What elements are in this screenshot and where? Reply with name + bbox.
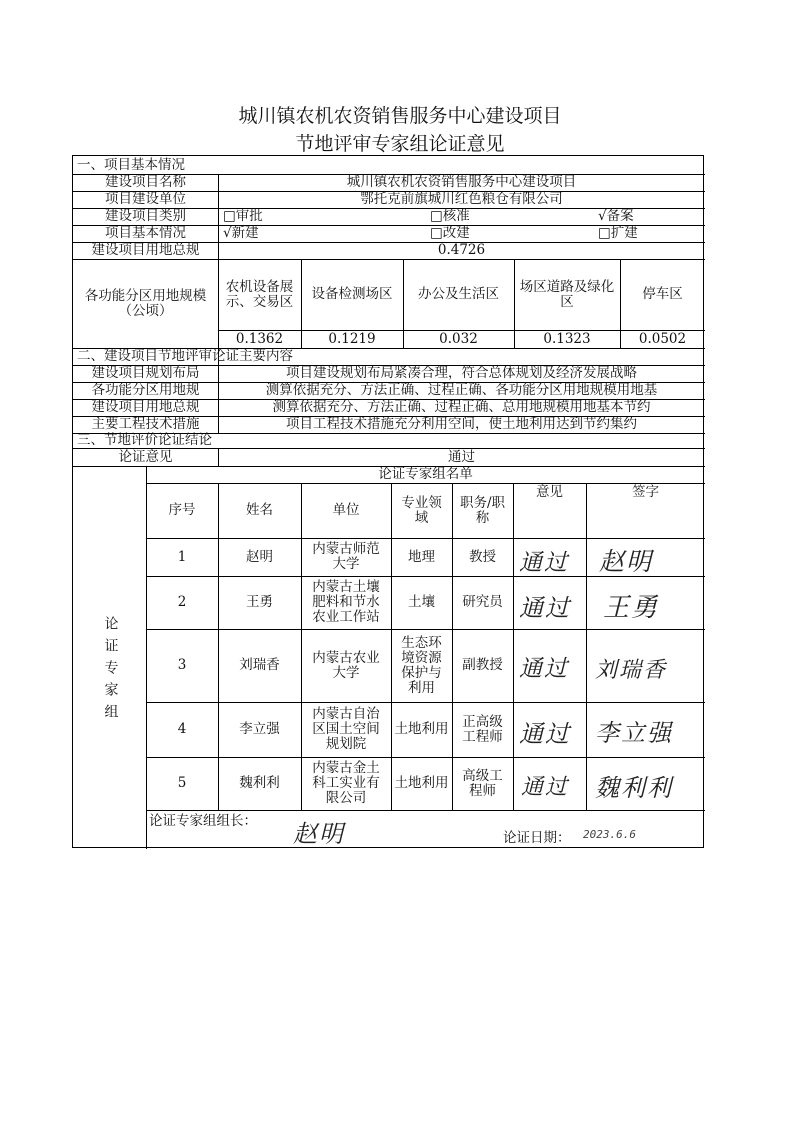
leader-label: 论证专家组组长： [149,812,257,829]
total-land-value: 0.4726 [437,242,486,258]
review-label-tech: 主要工程技术措施 [91,416,200,432]
zone-value-parking: 0.0502 [638,330,687,347]
header-opinion: 意见 [536,484,563,500]
review-label-total: 建设项目用地总规 [91,399,200,415]
zone-name-parking: 停车区 [642,286,683,302]
situation-option-new: √新建 [223,225,259,241]
situation-option-rebuild: □改建 [430,225,470,241]
expert-4-signature: 李立强 [595,719,673,747]
leader-signature: 赵明 [293,820,345,848]
expert-4-title: 正高级工程师 [462,713,503,745]
expert-2-no: 2 [177,594,187,610]
expert-1-unit: 内蒙古师范大学 [312,541,380,572]
document-title-line2: 节地评审专家组论证意见 [295,133,505,155]
expert-3-name: 刘瑞香 [239,657,280,673]
expert-1-title: 教授 [469,548,496,565]
expert-3-title: 副教授 [462,657,503,673]
expert-4-no: 4 [177,721,187,737]
category-option-filing: √备案 [598,208,634,224]
header-unit: 单位 [332,502,360,518]
expert-1-signature: 赵明 [599,547,654,576]
expert-2-signature: 王勇 [603,593,660,623]
zone-value-testing: 0.1219 [328,330,376,347]
project-unit-value: 鄂托克前旗城川红色粮仓有限公司 [360,191,563,207]
header-field: 专业领域 [401,494,442,526]
date-value: 2023.6.6 [583,828,636,841]
review-label-layout: 建设项目规划布局 [91,365,200,381]
expert-2-field: 土壤 [408,594,435,610]
total-land-label: 建设项目用地总规 [91,242,200,258]
date-label: 论证日期： [503,829,571,846]
experts-side-label: 论证专家组 [102,616,119,726]
header-name: 姓名 [246,502,273,518]
section-3-heading: 三、节地评价论证结论 [77,432,212,448]
expert-2-name: 王勇 [246,594,273,610]
expert-2-opinion-handwriting: 通过 [519,594,571,622]
expert-4-field: 土地利用 [394,721,449,737]
category-option-verification: □核准 [430,208,470,224]
expert-1-name: 赵明 [246,548,273,565]
project-unit-label: 项目建设单位 [105,191,186,207]
review-value-layout: 项目建设规划布局紧凑合理，符合总体规划及经济发展战略 [286,365,637,381]
zone-scale-label: 各功能分区用地规模（公顷） [84,287,207,319]
expert-3-opinion-handwriting: 通过 [519,656,569,682]
expert-3-unit: 内蒙古农业大学 [312,649,380,681]
document-title-line1: 城川镇农机农资销售服务中心建设项目 [238,105,562,127]
review-label-zones: 各功能分区用地规 [91,382,200,398]
expert-5-name: 魏利利 [239,775,280,791]
project-category-label: 建设项目类别 [105,208,186,224]
review-value-tech: 项目工程技术措施充分利用空间，使土地利用达到节约集约 [286,416,637,432]
expert-4-opinion-handwriting: 通过 [519,720,571,748]
section-2-heading: 二、建设项目节地评审论证主要内容 [77,348,293,364]
expert-1-no: 1 [177,548,187,565]
zone-name-office: 办公及生活区 [418,286,499,302]
expert-5-field: 土地利用 [394,775,449,791]
section-1-heading: 一、项目基本情况 [77,156,185,173]
expert-1-field: 地理 [408,548,435,565]
expert-4-unit: 内蒙古自治区国土空间规划院 [312,706,380,752]
expert-4-name: 李立强 [239,721,280,737]
expert-2-unit: 内蒙古土壤肥料和节水农业工作站 [312,579,380,625]
expert-3-no: 3 [177,657,187,673]
zone-value-road-green: 0.1323 [543,330,591,347]
review-value-zones: 测算依据充分、方法正确、过程正确、各功能分区用地规模用地基 [265,382,658,398]
zone-value-office: 0.032 [439,330,478,347]
header-no: 序号 [168,502,196,518]
project-name-label: 建设项目名称 [105,174,186,190]
project-situation-label: 项目基本情况 [105,225,186,241]
review-value-total: 测算依据充分、方法正确、过程正确、总用地规模用地基本节约 [272,399,651,415]
expert-5-signature: 魏利利 [595,774,673,802]
conclusion-value: 通过 [448,448,475,465]
expert-5-title: 高级工程师 [462,767,503,799]
expert-2-title: 研究员 [462,594,503,610]
zone-name-testing: 设备检测场区 [311,286,393,302]
zone-name-road-green: 场区道路及绿化区 [519,278,615,310]
evaluation-form [72,155,704,848]
zone-name-display-trade: 农机设备展示、交易区 [225,278,294,310]
expert-5-no: 5 [177,775,187,791]
expert-5-unit: 内蒙古金土科工实业有限公司 [312,760,380,806]
expert-1-opinion-handwriting: 通过 [519,550,569,576]
expert-3-field: 生态环境资源保护与利用 [401,634,442,696]
zone-value-display-trade: 0.1362 [235,330,284,347]
category-option-approval: □审批 [223,208,263,224]
header-signature: 签字 [632,484,659,500]
situation-option-expand: □扩建 [598,225,638,241]
expert-5-opinion-handwriting: 通过 [521,775,570,800]
header-title: 职务/职称 [459,494,506,526]
expert-list-title: 论证专家组名单 [378,466,473,482]
project-name-value: 城川镇农机农资销售服务中心建设项目 [346,174,577,190]
conclusion-label: 论证意见 [118,448,173,465]
expert-3-signature: 刘瑞香 [595,658,668,683]
